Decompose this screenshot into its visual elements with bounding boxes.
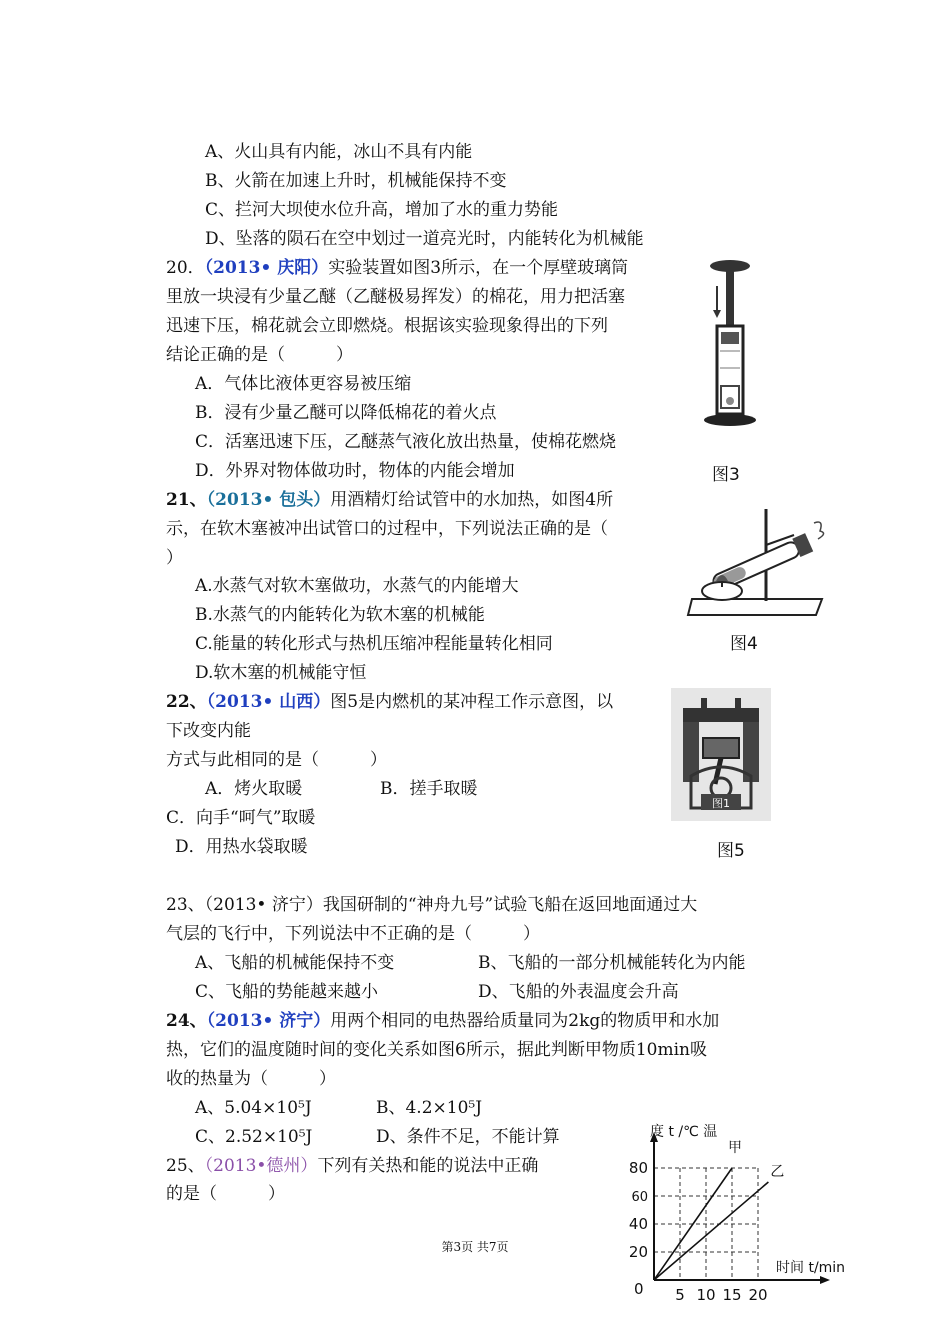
q20-option-b: B．浸有少量乙醚可以降低棉花的着火点 <box>195 403 497 423</box>
chart-y-tick-label: 80 <box>628 1159 648 1177</box>
chart-y-axis-label: 度 t /℃ 温 <box>650 1124 718 1140</box>
q22-number: 22、 <box>166 692 207 712</box>
figure-5-caption: 图5 <box>717 841 745 861</box>
chart-x-tick-label: 5 <box>675 1286 685 1304</box>
q22-option-b: B．搓手取暖 <box>380 779 478 799</box>
q22-stem-line: 图5是内燃机的某冲程工作示意图，以 <box>330 692 614 712</box>
q23-second-line <box>166 923 540 945</box>
q22-stem-line: 方式与此相同的是（ ） <box>166 750 387 770</box>
q24-option-c: C、2.52×10⁵J <box>195 1127 313 1147</box>
q20-option-a: A．气体比液体更容易被压缩 <box>195 374 412 394</box>
q23-option-c: C、飞船的势能越来越小 <box>195 982 379 1002</box>
q25-stem-line: 下列有关热和能的说法中正确 <box>317 1156 539 1176</box>
q25-number: 25、 <box>166 1156 205 1176</box>
q24-first-line <box>166 1010 719 1032</box>
chart-x-axis-arrow <box>820 1276 830 1284</box>
q24-stem-line: 用两个相同的电热器给质量同为2kg的物质甲和水加 <box>330 1011 720 1031</box>
figure-4-caption: 图4 <box>730 634 758 654</box>
chart-origin-label: 0 <box>634 1280 644 1298</box>
chart-y-tick-label: 60 <box>631 1190 648 1205</box>
chart-x-tick-label: 20 <box>748 1286 768 1304</box>
figure-5-engine-stroke-image <box>671 688 771 821</box>
q20-number: 20． <box>166 258 205 278</box>
q20-option-c: C．活塞迅速下压，乙醚蒸气液化放出热量，使棉花燃烧 <box>195 432 617 452</box>
q23-stem-line: 的是（ ） <box>421 924 540 944</box>
q25-stem-line: 的是（ ） <box>166 1184 285 1204</box>
chart-x-axis-label: 时间 t/min <box>776 1260 846 1276</box>
q19-option-b: B、火箭在加速上升时，机械能保持不变 <box>205 171 507 191</box>
q21-number: 21、 <box>166 490 207 510</box>
chart-y-tick-label: 40 <box>628 1215 648 1233</box>
q24-option-d: D、条件不足，不能计算 <box>376 1127 560 1147</box>
q20-stem-line: 迅速下压，棉花就会立即燃烧。根据该实验现象得出的下列 <box>166 316 608 336</box>
q23-stem-line: 气层的飞行中，下列说法中 <box>166 924 370 944</box>
q23-stem-line: 23、（2013• 济宁）我国研制的“神舟九号”试验飞船在返回地面通过大 <box>166 895 698 915</box>
q24-stem-line: 热，它们的温度随时间的变化关系如图6所示，据此判断甲物质10min吸 <box>166 1040 707 1060</box>
figure-4-test-tube-heating-image <box>686 503 828 621</box>
q20-option-d: D．外界对物体做功时，物体的内能会增加 <box>195 461 515 481</box>
q21-option-d: D.软木塞的机械能守恒 <box>195 663 367 683</box>
q22-option-a: A．烤火取暖 <box>205 779 303 799</box>
q25-first-line <box>166 1155 538 1177</box>
chart-tick-labels <box>629 1159 768 1304</box>
q19-option-d: D、坠落的陨石在空中划过一道亮光时，内能转化为机械能 <box>205 229 644 249</box>
chart-series-group <box>654 1140 784 1280</box>
figure-3-piston-tube-image <box>695 256 765 434</box>
q22-option-d: D．用热水袋取暖 <box>175 837 308 857</box>
q19-option-c: C、拦河大坝使水位升高，增加了水的重力势能 <box>205 200 559 220</box>
q20-stem-line: 实验装置如图3所示，在一个厚壁玻璃筒 <box>328 258 629 278</box>
chart-grid <box>654 1168 758 1280</box>
q22-source: （2013• 山西） <box>206 692 331 712</box>
q19-option-a: A、火山具有内能，冰山不具有内能 <box>205 142 473 162</box>
q22-first-line <box>166 691 613 713</box>
q21-option-c: C.能量的转化形式与热机压缩冲程能量转化相同 <box>195 634 553 654</box>
q24-source: （2013• 济宁） <box>206 1011 331 1031</box>
q20-stem-line: 里放一块浸有少量乙醚（乙醚极易挥发）的棉花，用力把活塞 <box>166 287 625 307</box>
q22-option-c: C．向手“呵气”取暖 <box>166 808 316 828</box>
q23-option-b: B、飞船的一部分机械能转化为内能 <box>478 953 746 973</box>
chart-series-label: 乙 <box>770 1164 785 1180</box>
q24-number: 24、 <box>166 1011 207 1031</box>
q21-stem-line: ） <box>166 548 183 568</box>
chart-x-tick-label: 10 <box>696 1286 716 1304</box>
chart-series-label: 甲 <box>728 1140 742 1156</box>
chart-y-tick-label: 20 <box>628 1243 648 1261</box>
q24-option-b: B、4.2×10⁵J <box>376 1098 483 1118</box>
q21-stem-line: 用酒精灯给试管中的水加热，如图4所 <box>330 490 614 510</box>
q23-emphasis-not-correct: 不正确 <box>370 924 421 944</box>
q20-source: （2013• 庆阳） <box>204 258 329 278</box>
q23-option-a: A、飞船的机械能保持不变 <box>195 953 395 973</box>
q20-first-line <box>166 257 628 279</box>
chart-x-tick-label: 15 <box>722 1286 742 1304</box>
q21-option-b: B.水蒸气的内能转化为软木塞的机械能 <box>195 605 485 625</box>
page-footer: 第3页 共7页 <box>441 1240 509 1254</box>
q21-option-a: A.水蒸气对软木塞做功，水蒸气的内能增大 <box>195 576 519 596</box>
q21-first-line <box>166 489 613 511</box>
q21-stem-line: 示，在软木塞被冲出试管口的过程中，下列说法正确的是（ <box>166 519 608 539</box>
q21-source: （2013• 包头） <box>206 490 331 510</box>
q24-option-a: A、5.04×10⁵J <box>195 1098 312 1118</box>
q23-option-d: D、飞船的外表温度会升高 <box>478 982 679 1002</box>
q25-source: （2013•德州） <box>204 1156 318 1176</box>
q20-stem-line: 结论正确的是（ ） <box>166 345 353 365</box>
q22-stem-line: 下改变内能 <box>166 721 251 741</box>
figure-6-temperature-time-chart <box>620 1112 860 1312</box>
figure-5-inner-caption: 图1 <box>712 797 730 810</box>
figure-3-caption: 图3 <box>712 465 740 485</box>
q24-stem-line: 收的热量为（ ） <box>166 1069 336 1089</box>
